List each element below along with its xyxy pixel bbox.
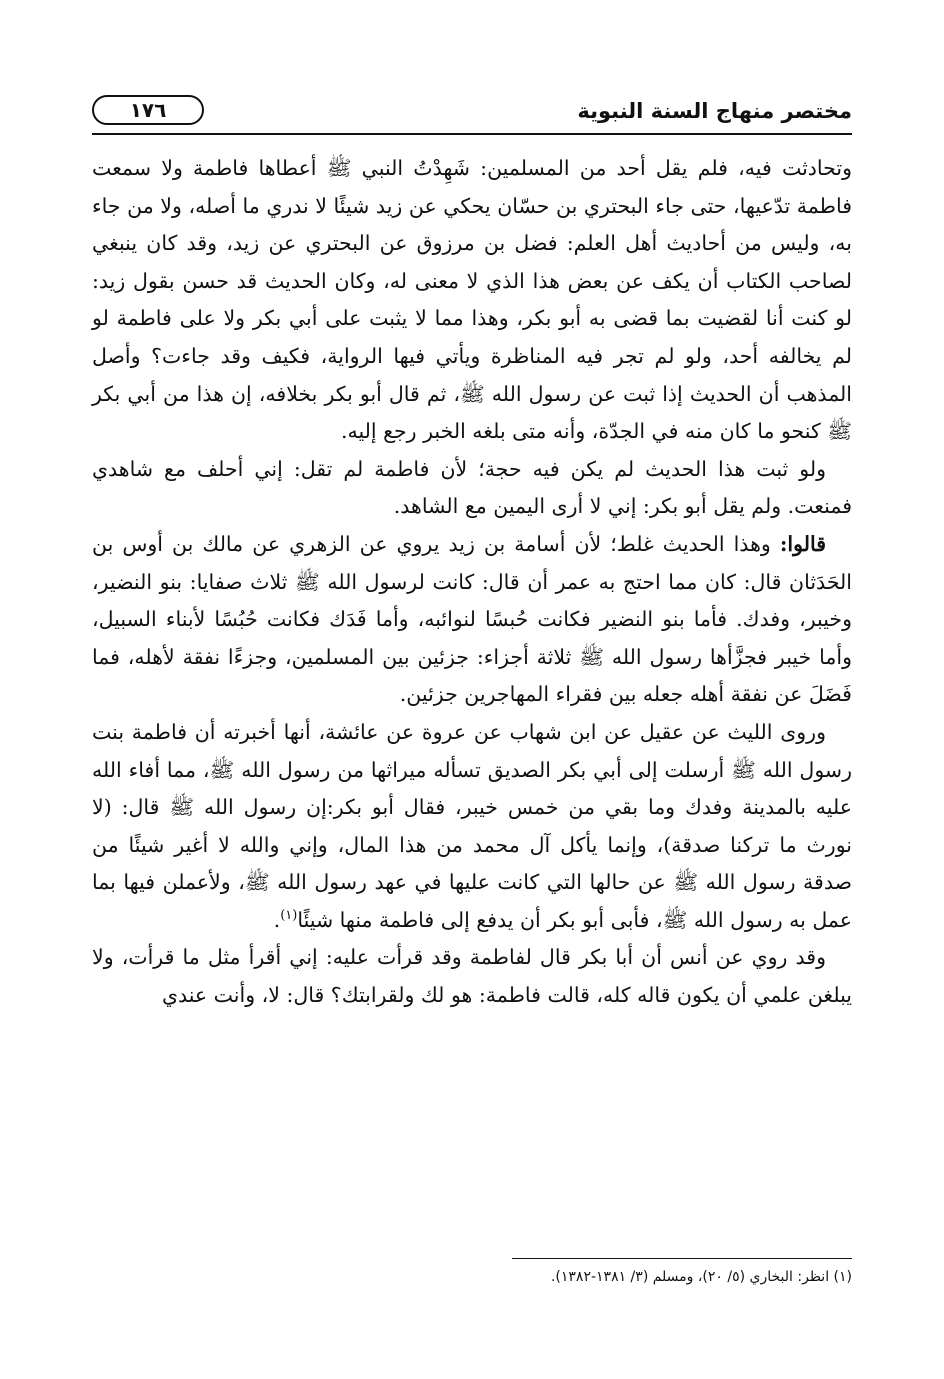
paragraph-label: قالوا:: [779, 531, 826, 556]
paragraph-text: وهذا الحديث غلط؛ لأن أسامة بن زيد يروي عن الزهري عن مالك بن أوس بن الحَدَثان قال: كان مما احتج به عمر أن قال: كانت لرسول الله ﷺ ثلاث صفايا: بنو النضير، وخيبر، وفدك. فأما بنو النضير فكانت حُبسًا لنوائبه، وأما فَدَك فكانت حُبُسًا لأبناء السبيل، وأما خيبر فجزَّأها رسول الله ﷺ ثلاثة أجزاء: جزئين بين المسلمين، وجزءًا نفقة لأهله، فما فَضَلَ عن نفقة أهله جعله بين فقراء المهاجرين جزئين.: [92, 531, 852, 707]
page-number: ١٧٦: [129, 98, 167, 122]
page-header: [92, 93, 852, 135]
paragraph-text: وقد روي عن أنس أن أبا بكر قال لفاطمة وقد قرأت عليه: إني أقرأ مثل ما قرأت، ولا يبلغن علمي أن يكون قاله كله، قالت فاطمة: هو لك ولقرابتك؟ قال: لا، وأنت عندي: [92, 945, 852, 1008]
paragraph-3: [92, 526, 852, 714]
paragraph-1: [92, 150, 852, 451]
footnote-reference[interactable]: (١): [280, 908, 298, 924]
paragraph-text: وتحادثت فيه، فلم يقل أحد من المسلمين: شَهِدْتُ النبي ﷺ أعطاها فاطمة ولا سمعت فاطمة تدّعيها، حتى جاء البحتري بن حسّان يحكي عن زيد شيئًا لا ندري ما أصله، ولا من جاء به، وليس من أحاديث أهل العلم: فضل بن مرزوق عن البحتري عن زيد، وقد كان ينبغي لصاحب الكتاب أن يكف عن بعض هذا الذي لا معنى له، وكان الحديث قد حسن بقول زيد: لو كنت أنا لقضيت بما قضى به أبو بكر، وهذا مما لا يثبت على أبي بكر ولا على فاطمة لو لم يخالفه أحد، ولو لم تجر فيه المناظرة ويأتي فيها الرواية، فكيف وقد جاءت؟ وأصل المذهب أن الحديث إذا ثبت عن رسول الله ﷺ، ثم قال أبو بكر بخلافه، إن هذا من أبي بكر ﷺ كنحو ما كان منه في الجدّة، وأنه متى بلغه الخبر رجع إليه.: [92, 156, 852, 444]
paragraph-tail: .: [273, 907, 281, 932]
footnote-rule: [512, 1258, 852, 1259]
paragraph-2: [92, 451, 852, 526]
header-rule: [92, 133, 852, 135]
paragraph-text: وروى الليث عن عقيل عن ابن شهاب عن عروة عن عائشة، أنها أخبرته أن فاطمة بنت رسول الله ﷺ أرسلت إلى أبي بكر الصديق تسأله ميراثها من رسول الله ﷺ، مما أفاء الله عليه بالمدينة وفدك وما بقي من خمس خيبر، فقال أبو بكر:إن رسول الله ﷺ قال: (لا نورث ما تركنا صدقة)، وإنما يأكل آل محمد من هذا المال، وإني والله لا أغير شيئًا من صدقة رسول الله ﷺ عن حالها التي كانت عليها في عهد رسول الله ﷺ، ولأعملن فيها بما عمل به رسول الله ﷺ، فأبى أبو بكر أن يدفع إلى فاطمة منها شيئًا: [92, 719, 852, 932]
paragraph-5: [92, 939, 852, 1014]
paragraph-text: ولو ثبت هذا الحديث لم يكن فيه حجة؛ لأن فاطمة لم تقل: إني أحلف مع شاهدي فمنعت. ولم يقل أبو بكر: إني لا أرى اليمين مع الشاهد.: [92, 456, 852, 519]
running-title: مختصر منهاج السنة النبوية: [577, 99, 852, 123]
footnote: (١) انظر: البخاري (٥/ ٢٠)، ومسلم (٣/ ١٣٨١-١٣٨٢).: [550, 1269, 852, 1285]
body-text: [92, 150, 852, 1015]
paragraph-4: [92, 714, 852, 940]
page-number-badge: [92, 95, 204, 125]
